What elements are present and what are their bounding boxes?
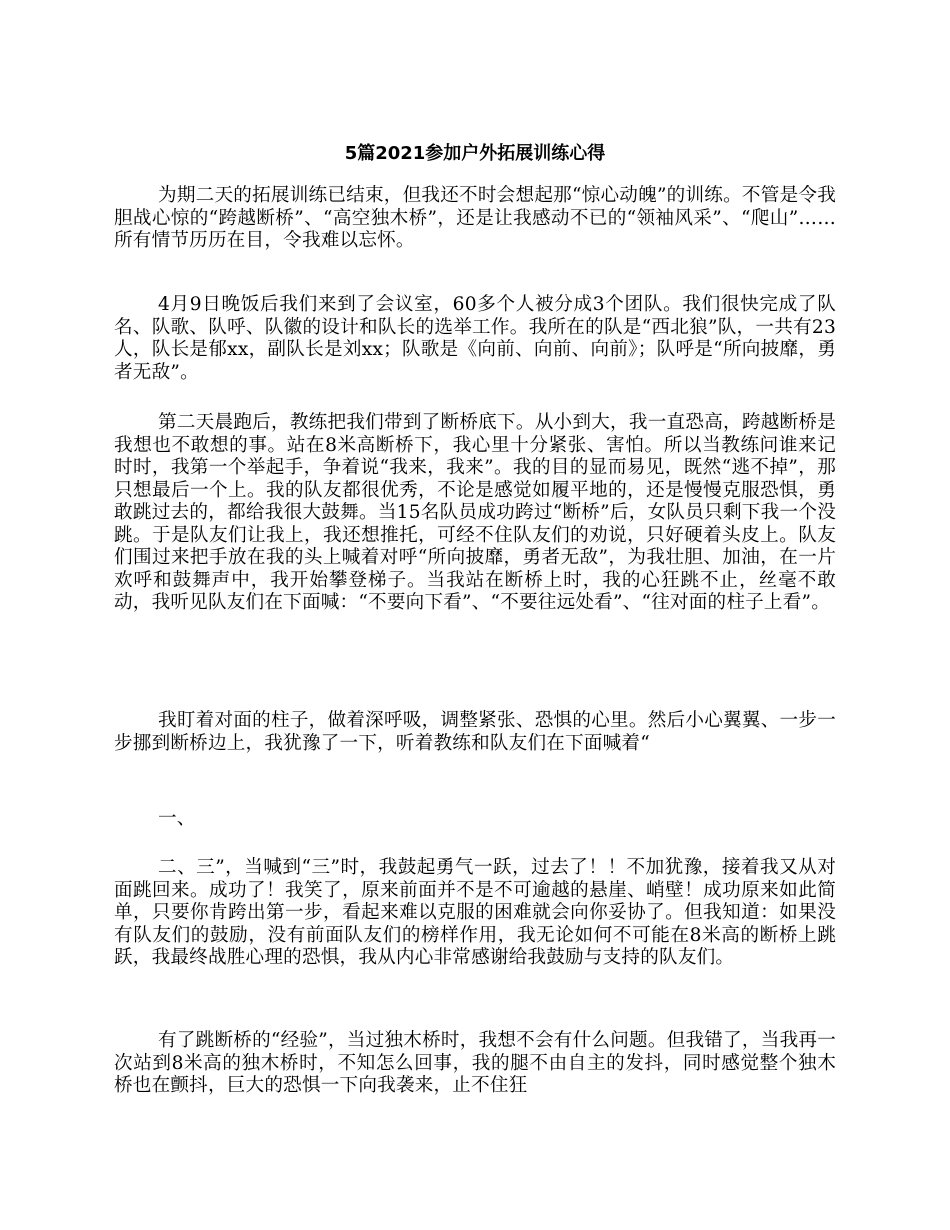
paragraph-intro: 为期二天的拓展训练已结束，但我还不时会想起那“惊心动魄”的训练。不管是令我胆战心惊的“跨越断桥”、“高空独木桥”，还是让我感动不已的“领袖风采”、“爬山”……所有情节历历在目，令我难以忘怀。 xyxy=(114,185,836,251)
paragraph-facing-pillar: 我盯着对面的柱子，做着深呼吸，调整紧张、恐惧的心里。然后小心翼翼、一步一步挪到断桥边上，我犹豫了一下，听着教练和队友们在下面喊着“ xyxy=(114,710,836,754)
document-title: 5篇2021参加户外拓展训练心得 xyxy=(344,143,606,164)
paragraph-broken-bridge: 第二天晨跑后，教练把我们带到了断桥底下。从小到大，我一直恐高，跨越断桥是我想也不敢想的事。站在8米高断桥下，我心里十分紧张、害怕。所以当教练问谁来记时时，我第一个举起手，争着说“我来，我来”。我的目的显而易见，既然“逃不掉”，那只想最后一个上。我的队友都很优秀，不论是感觉如履平地的，还是慢慢克服恐惧，勇敢跳过去的，都给我很大鼓舞。当15名队员成功跨过“断桥”后，女队员只剩下我一个没跳。于是队友们让我上，我还想推托，可经不住队友们的劝说，只好硬着头皮上。队友们围过来把手放在我的头上喊着对呼“所向披靡，勇者无敌”，为我壮胆、加油，在一片欢呼和鼓舞声中，我开始攀登梯子。当我站在断桥上时，我的心狂跳不止，丝毫不敢动，我听见队友们在下面喊：“不要向下看”、“不要往远处看”、“往对面的柱子上看”。 xyxy=(114,412,836,613)
paragraph-jump-success: 二、三”，当喊到“三”时，我鼓起勇气一跃，过去了！！不加犹豫，接着我又从对面跳回来。成功了！我笑了，原来前面并不是不可逾越的悬崖、峭壁！成功原来如此简单，只要你肯跨出第一步，看起来难以克服的困难就会向你妥协了。但我知道：如果没有队友们的鼓励，没有前面队友们的榜样作用，我无论如何不可能在8米高的断桥上跳跃，我最终战胜心理的恐惧，我从内心非常感谢给我鼓励与支持的队友们。 xyxy=(114,857,836,968)
paragraph-team-formation: 4月9日晚饭后我们来到了会议室，60多个人被分成3个团队。我们很快完成了队名、队歌、队呼、队徽的设计和队长的选举工作。我所在的队是“西北狼”队，一共有23人，队长是郁xx，副队长是刘xx；队歌是《向前、向前、向前》；队呼是“所向披靡，勇者无敌”。 xyxy=(114,294,836,383)
paragraph-single-plank-bridge: 有了跳断桥的“经验”，当过独木桥时，我想不会有什么问题。但我错了，当我再一次站到8米高的独木桥时，不知怎么回事，我的腿不由自主的发抖，同时感觉整个独木桥也在颤抖，巨大的恐惧一下向我袭来，止不住狂 xyxy=(114,1030,836,1096)
paragraph-count-one: 一、 xyxy=(158,808,196,829)
